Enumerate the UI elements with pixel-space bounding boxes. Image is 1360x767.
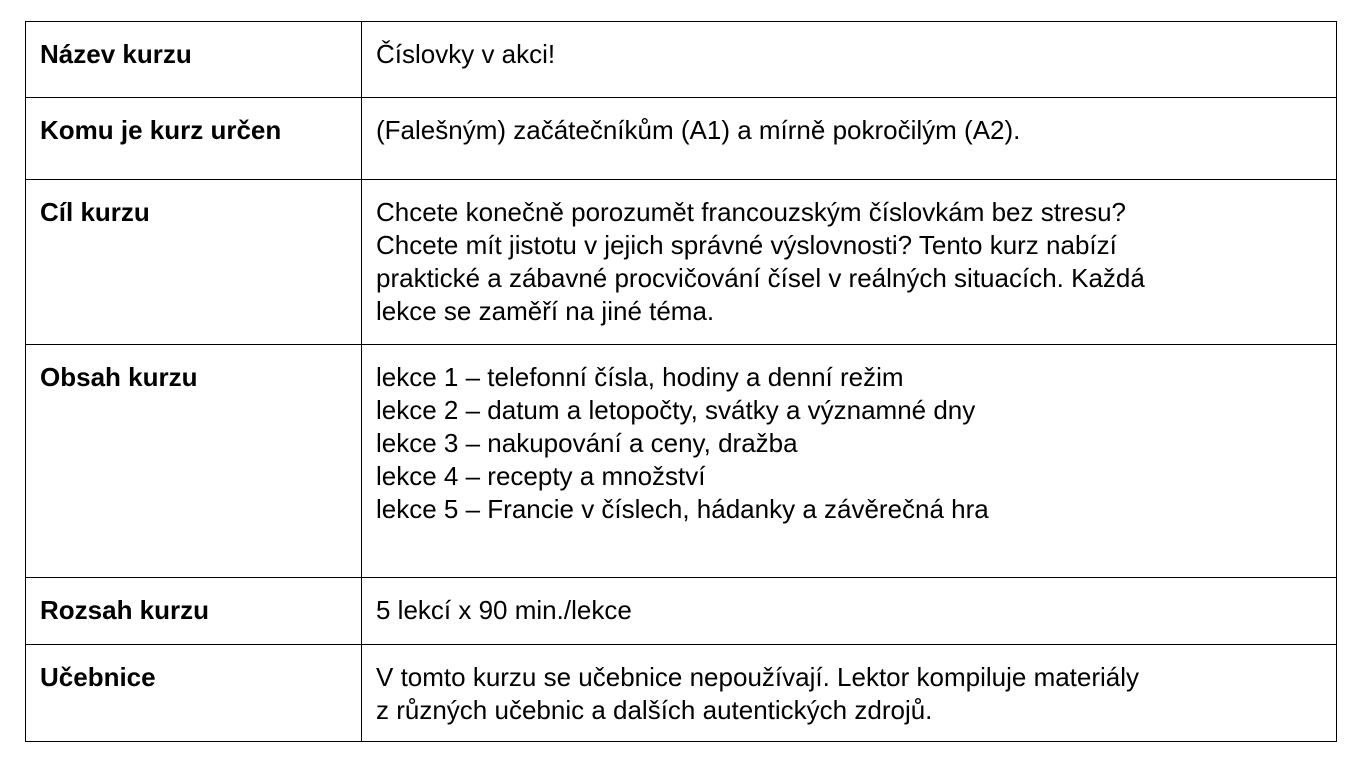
row-label: Obsah kurzu <box>26 345 362 578</box>
value-line: Chcete mít jistotu v jejich správné výslovnosti? Tento kurz nabízí <box>376 230 1117 260</box>
value-line: lekce 4 – recepty a množství <box>376 461 706 491</box>
row-label: Název kurzu <box>26 22 362 98</box>
value-line: lekce 5 – Francie v číslech, hádanky a závěrečná hra <box>376 494 989 524</box>
value-line: 5 lekcí x 90 min./lekce <box>376 595 632 625</box>
row-course-name <box>26 22 1337 98</box>
row-value <box>362 645 1337 742</box>
row-label: Učebnice <box>26 645 362 742</box>
row-course-scope <box>26 578 1337 645</box>
value-line: Číslovky v akci! <box>376 39 556 69</box>
row-course-goal <box>26 180 1337 345</box>
row-textbooks <box>26 645 1337 742</box>
value-line: lekce 3 – nakupování a ceny, dražba <box>376 428 798 458</box>
row-label: Komu je kurz určen <box>26 98 362 180</box>
row-value <box>362 180 1337 345</box>
value-line: lekce se zaměří na jiné téma. <box>376 296 715 326</box>
value-line: lekce 1 – telefonní čísla, hodiny a denní režim <box>376 362 904 392</box>
value-line: V tomto kurzu se učebnice nepoužívají. Lektor kompiluje materiály <box>376 662 1140 692</box>
course-info-table <box>25 21 1337 742</box>
value-line: lekce 2 – datum a letopočty, svátky a významné dny <box>376 395 976 425</box>
row-course-content <box>26 345 1337 578</box>
row-label: Cíl kurzu <box>26 180 362 345</box>
value-line: (Falešným) začátečníkům (A1) a mírně pokročilým (A2). <box>376 115 1021 145</box>
row-label: Rozsah kurzu <box>26 578 362 645</box>
row-value <box>362 22 1337 98</box>
value-line: Chcete konečně porozumět francouzským číslovkám bez stresu? <box>376 197 1127 227</box>
value-line: praktické a zábavné procvičování čísel v reálných situacích. Každá <box>376 263 1145 293</box>
value-line: z různých učebnic a dalších autentických zdrojů. <box>376 695 933 725</box>
row-value <box>362 345 1337 578</box>
row-value <box>362 578 1337 645</box>
row-target-audience <box>26 98 1337 180</box>
row-value <box>362 98 1337 180</box>
